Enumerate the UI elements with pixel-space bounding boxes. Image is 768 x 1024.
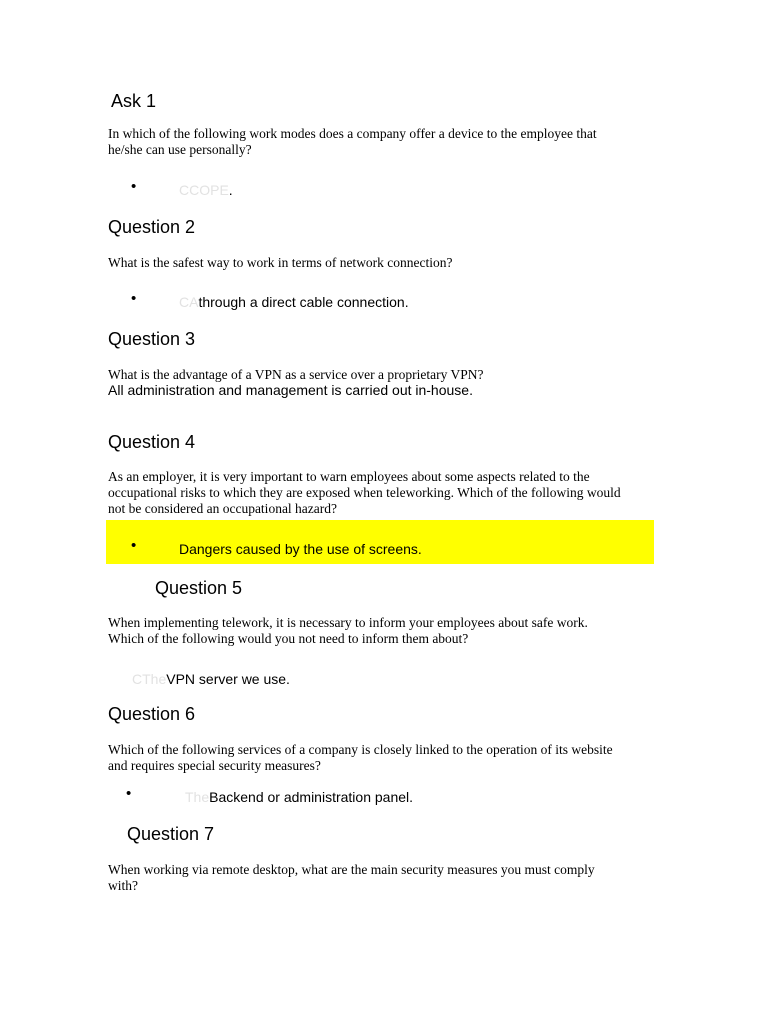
question-1-answer-faint: CCOPE xyxy=(179,182,229,198)
question-3-heading: Question 3 xyxy=(108,329,196,349)
question-1-bullet-icon: • xyxy=(131,178,137,195)
question-6-text-line-2: and requires special security measures? xyxy=(108,758,321,773)
question-5-text-line-1: When implementing telework, it is necessary to inform your employees about safe work. xyxy=(108,615,588,630)
question-4-heading: Question 4 xyxy=(108,432,196,452)
question-2-text-line-1: What is the safest way to work in terms of network connection? xyxy=(108,255,453,270)
question-7-heading: Question 7 xyxy=(127,824,215,844)
question-6-answer xyxy=(185,789,413,805)
question-2-answer-faint: CA xyxy=(179,294,199,310)
question-1-answer-text: . xyxy=(228,182,233,198)
question-6-text-line-1: Which of the following services of a company is closely linked to the operation of its website xyxy=(108,742,613,757)
question-1-answer xyxy=(179,182,233,198)
question-7-text-line-1: When working via remote desktop, what are the main security measures you must comply xyxy=(108,862,595,877)
question-4-bullet-icon: • xyxy=(131,537,137,554)
question-4-text-line-2: occupational risks to which they are exposed when teleworking. Which of the following would xyxy=(108,485,621,500)
question-3-answer: All administration and management is carried out in-house. xyxy=(108,382,473,398)
question-5-answer-text: VPN server we use. xyxy=(166,671,290,687)
question-5-answer-faint: CThe xyxy=(132,671,167,687)
question-4-text-line-3: not be considered an occupational hazard? xyxy=(108,501,338,516)
question-1-text-line-1: In which of the following work modes does a company offer a device to the employee that xyxy=(108,126,597,141)
question-5-text-line-2: Which of the following would you not need to inform them about? xyxy=(108,631,469,646)
question-6-heading: Question 6 xyxy=(108,704,196,724)
question-2-bullet-icon: • xyxy=(131,290,137,307)
question-6-answer-faint: The xyxy=(185,789,210,805)
question-5-answer xyxy=(132,671,290,687)
question-4-answer: Dangers caused by the use of screens. xyxy=(179,541,422,557)
question-1-text-line-2: he/she can use personally? xyxy=(108,142,252,157)
question-6-bullet-icon: • xyxy=(126,785,132,802)
question-4-text-line-1: As an employer, it is very important to warn employees about some aspects related to the xyxy=(108,469,590,484)
question-1-heading: Ask 1 xyxy=(111,91,157,111)
question-3-text-line-1: What is the advantage of a VPN as a service over a proprietary VPN? xyxy=(108,367,484,382)
question-7-text-line-2: with? xyxy=(108,878,138,893)
question-5-heading: Question 5 xyxy=(155,578,243,598)
question-2-heading: Question 2 xyxy=(108,217,196,237)
question-6-answer-text: Backend or administration panel. xyxy=(209,789,414,805)
question-2-answer xyxy=(179,294,409,310)
question-2-answer-text: through a direct cable connection. xyxy=(198,294,409,310)
